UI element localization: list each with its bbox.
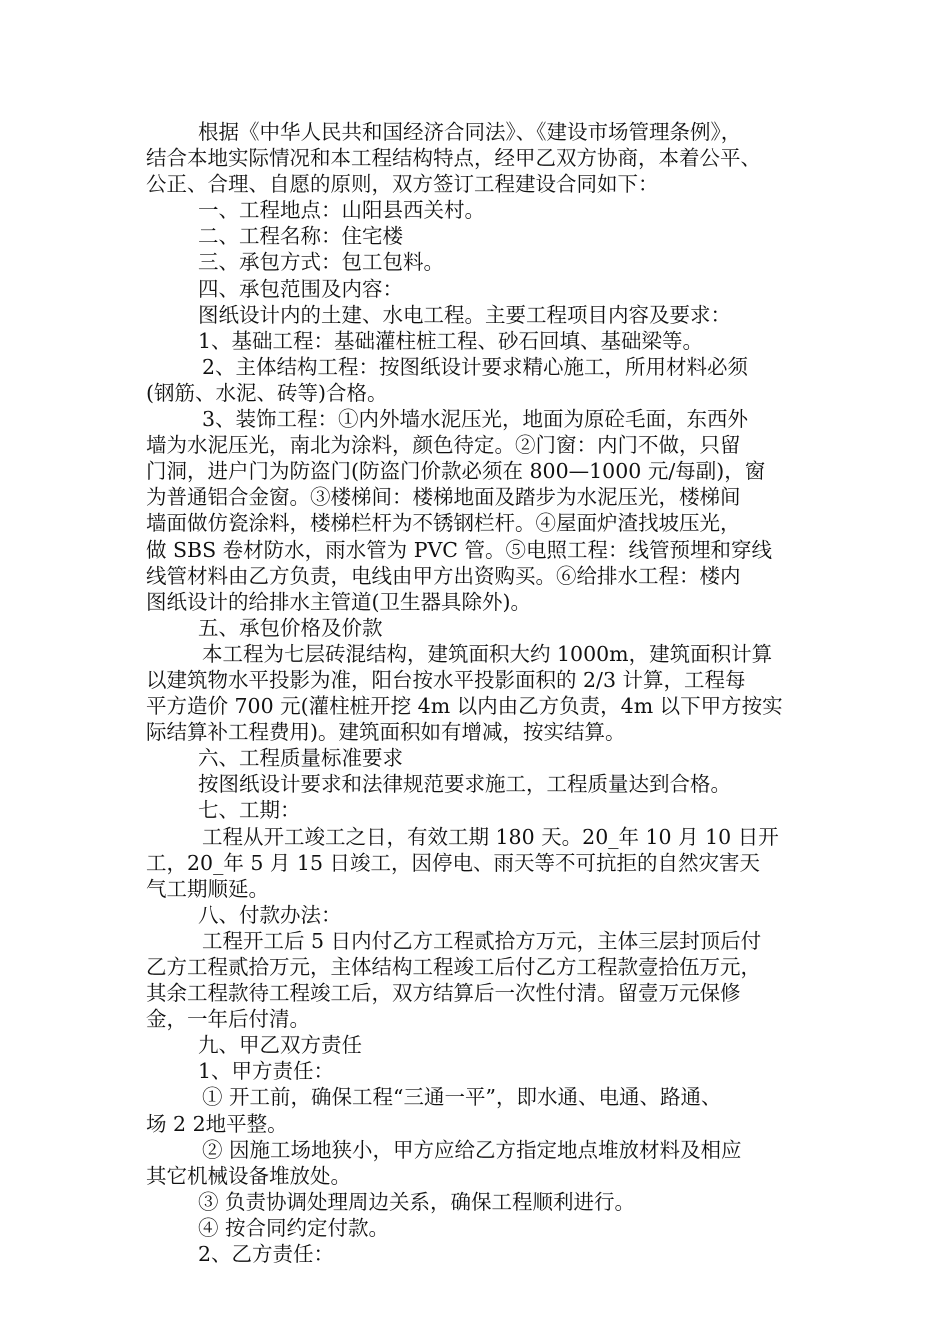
text-line: 二、工程名称：住宅楼 bbox=[198, 224, 403, 249]
text-line: 3、装饰工程：①内外墙水泥压光，地面为原砼毛面，东西外 bbox=[202, 407, 749, 432]
text-line: 按图纸设计要求和法律规范要求施工，工程质量达到合格。 bbox=[198, 772, 731, 797]
text-line: 1、基础工程：基础灌柱桩工程、砂石回填、基础梁等。 bbox=[198, 328, 704, 353]
text-line: 气工期顺延。 bbox=[146, 876, 269, 901]
text-line: 场 2 2地平整。 bbox=[146, 1111, 288, 1136]
text-line: 以建筑物水平投影为准，阳台按水平投影面积的 2/3 计算，工程每 bbox=[146, 667, 746, 692]
text-line: 线管材料由乙方负责，电线由甲方出资购买。⑥给排水工程：楼内 bbox=[146, 563, 741, 588]
text-line: 工程开工后 5 日内付乙方工程贰拾方万元，主体三层封顶后付 bbox=[202, 928, 762, 953]
text-line: 平方造价 700 元(灌柱桩开挖 4m 以内由乙方负责，4m 以下甲方按实 bbox=[146, 694, 783, 719]
text-line: (钢筋、水泥、砖等)合格。 bbox=[146, 380, 388, 405]
text-line: 七、工期： bbox=[198, 798, 301, 823]
text-line: 九、甲乙双方责任 bbox=[198, 1033, 362, 1058]
text-line: 四、承包范围及内容： bbox=[198, 276, 403, 301]
text-line: 图纸设计的给排水主管道(卫生器具除外)。 bbox=[146, 589, 531, 614]
text-line: 本工程为七层砖混结构，建筑面积大约 1000m，建筑面积计算 bbox=[202, 641, 773, 666]
text-line: ① 开工前，确保工程“三通一平”，即水通、电通、路通、 bbox=[202, 1085, 722, 1110]
text-line: 1、甲方责任： bbox=[198, 1059, 335, 1084]
text-line: 2、乙方责任： bbox=[198, 1242, 335, 1267]
text-line: 金，一年后付清。 bbox=[146, 1007, 310, 1032]
text-line: 六、工程质量标准要求 bbox=[198, 746, 403, 771]
text-line: 工程从开工竣工之日，有效工期 180 天。20_年 10 月 10 日开 bbox=[202, 824, 779, 849]
text-line: 根据《中华人民共和国经济合同法》、《建设市场管理条例》， bbox=[198, 120, 742, 144]
text-line: 墙面做仿瓷涂料，楼梯栏杆为不锈钢栏杆。④屋面炉渣找坡压光， bbox=[146, 511, 741, 536]
text-line: 五、承包价格及价款 bbox=[198, 615, 383, 640]
contract-body bbox=[146, 119, 826, 1267]
text-line: ③ 负责协调处理周边关系，确保工程顺利进行。 bbox=[198, 1189, 636, 1214]
text-line: 图纸设计内的土建、水电工程。主要工程项目内容及要求： bbox=[198, 302, 731, 327]
text-line: 墙为水泥压光，南北为涂料，颜色待定。②门窗：内门不做，只留 bbox=[146, 433, 741, 458]
text-line: ② 因施工场地狭小，甲方应给乙方指定地点堆放材料及相应 bbox=[202, 1137, 742, 1162]
text-line: 际结算补工程费用)。建筑面积如有增减，按实结算。 bbox=[146, 720, 626, 745]
text-line: 做 SBS 卷材防水，雨水管为 PVC 管。⑤电照工程：线管预埋和穿线 bbox=[146, 537, 772, 562]
text-line: 公正、合理、自愿的原则，双方签订工程建设合同如下： bbox=[146, 172, 659, 197]
text-line: 八、付款办法： bbox=[198, 902, 342, 927]
text-line: 其它机械设备堆放处。 bbox=[146, 1163, 351, 1188]
text-line: 工，20_年 5 月 15 日竣工，因停电、雨天等不可抗拒的自然灾害天 bbox=[146, 850, 761, 875]
text-line: 2、主体结构工程：按图纸设计要求精心施工，所用材料必须 bbox=[202, 354, 749, 379]
text-line: 乙方工程贰拾万元，主体结构工程竣工后付乙方工程款壹拾伍万元， bbox=[146, 955, 761, 979]
text-line: 门洞，进户门为防盗门(防盗门价款必须在 800—1000 元/每副)，窗 bbox=[146, 459, 766, 484]
text-line: 结合本地实际情况和本工程结构特点，经甲乙双方协商，本着公平、 bbox=[146, 146, 761, 171]
text-line: 为普通铝合金窗。③楼梯间：楼梯地面及踏步为水泥压光，楼梯间 bbox=[146, 485, 741, 510]
text-line: 三、承包方式：包工包料。 bbox=[198, 250, 444, 275]
text-line: 一、工程地点：山阳县西关村。 bbox=[198, 198, 485, 223]
text-line: 其余工程款待工程竣工后，双方结算后一次性付清。留壹万元保修 bbox=[146, 981, 741, 1006]
text-line: ④ 按合同约定付款。 bbox=[198, 1215, 390, 1240]
